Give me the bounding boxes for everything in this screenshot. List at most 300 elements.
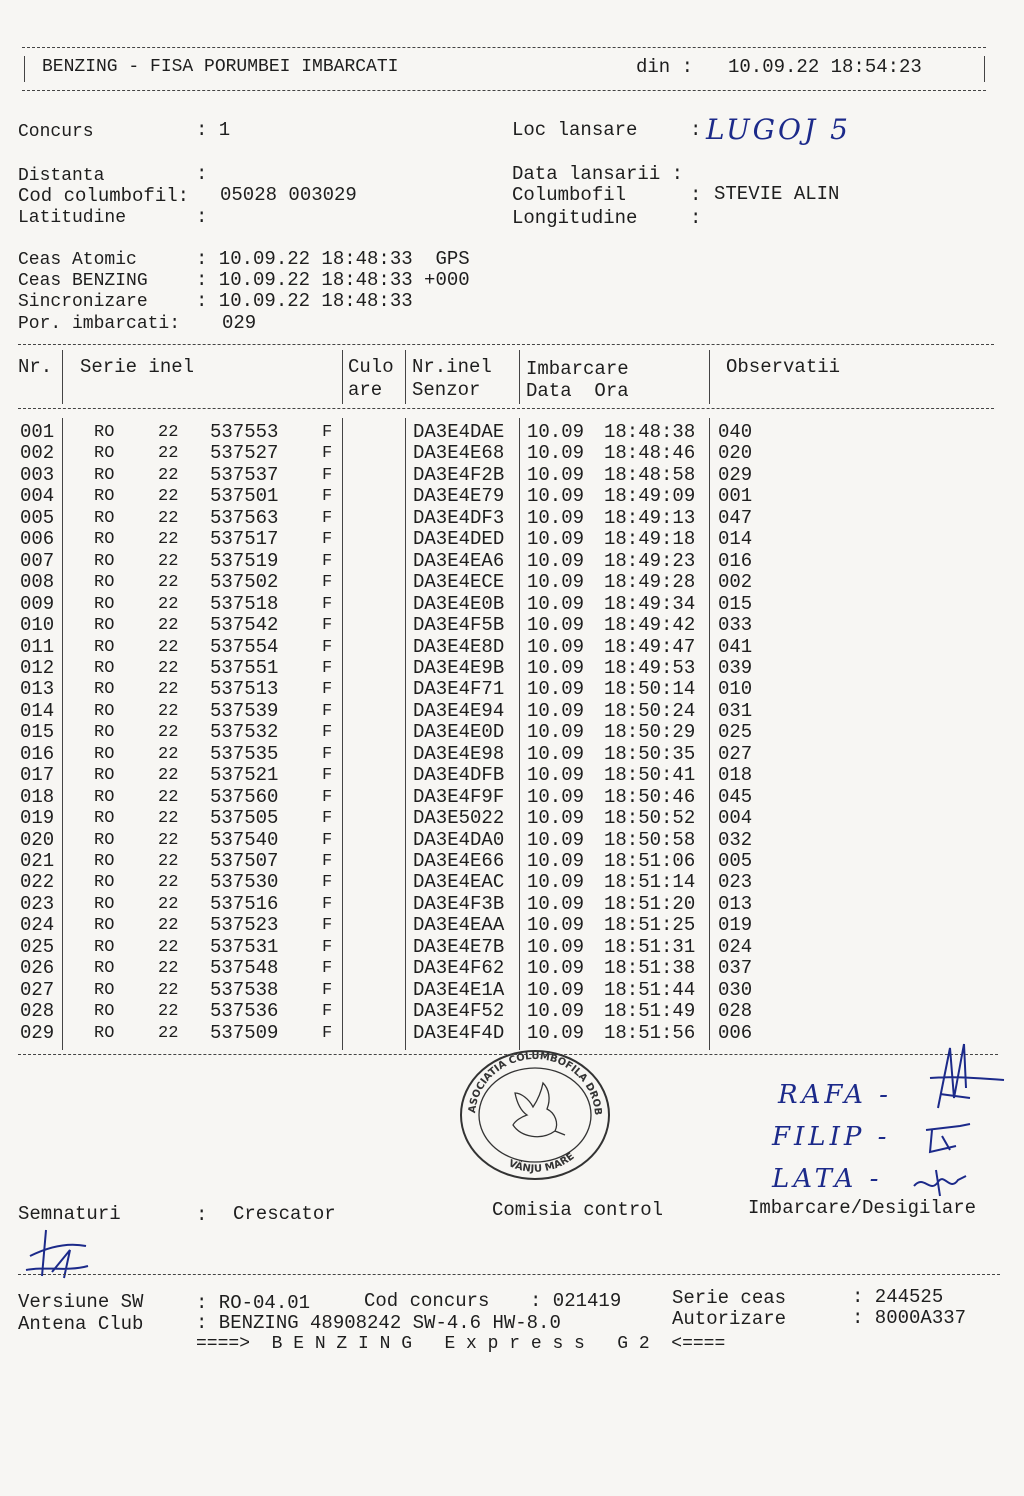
cell-ora: 18:51:14: [604, 871, 696, 894]
cell-an: 22: [158, 916, 179, 936]
cell-nr: 028: [20, 1000, 55, 1023]
cell-data: 10.09: [527, 935, 585, 958]
cell-ora: 18:49:09: [604, 485, 696, 508]
loc-lansare-handwritten: LUGOJ 5: [706, 113, 851, 146]
cell-obs: 030: [718, 978, 753, 1001]
cell-an: 22: [158, 959, 179, 979]
cell-tara: RO: [94, 637, 115, 657]
table-top-rule: [18, 344, 994, 345]
cell-nr: 008: [20, 571, 55, 594]
col-serie-header: Serie inel: [80, 356, 195, 378]
cell-data: 10.09: [527, 871, 585, 894]
cell-sex: F: [322, 594, 333, 614]
cell-nr: 005: [20, 506, 55, 529]
cell-data: 10.09: [527, 978, 585, 1001]
cell-an: 22: [158, 423, 179, 442]
cell-sex: F: [322, 937, 333, 957]
columbofil-value: STEVIE ALIN: [714, 183, 840, 205]
svg-text:ASOCIATIA COLUMBOFILA DROBETA-: [455, 1045, 603, 1116]
cell-an: 22: [158, 487, 179, 507]
cell-data: 10.09: [527, 721, 585, 744]
cell-tara: RO: [94, 594, 115, 614]
cell-ora: 18:49:47: [604, 635, 696, 658]
cell-tara: RO: [94, 873, 115, 893]
versiune-label: Versiune SW: [18, 1291, 144, 1313]
cell-nr: 024: [20, 914, 55, 937]
cell-tara: RO: [94, 616, 115, 636]
cell-senzor: DA3E5022: [413, 807, 505, 830]
cell-nr: 017: [20, 764, 55, 787]
semnaturi-sep: :: [196, 1204, 208, 1226]
table-row: [0, 615, 760, 637]
sincronizare-value: : 10.09.22 18:48:33: [196, 290, 413, 312]
loc-lansare-sep: :: [690, 119, 702, 141]
cell-obs: 001: [718, 485, 753, 508]
cell-data: 10.09: [527, 957, 585, 980]
cell-ora: 18:48:38: [604, 421, 696, 443]
cell-data: 10.09: [527, 764, 585, 787]
cell-tara: RO: [94, 701, 115, 721]
cell-sex: F: [322, 809, 333, 829]
cell-obs: 002: [718, 571, 753, 594]
cell-obs: 027: [718, 742, 753, 765]
cell-nr: 026: [20, 957, 55, 980]
cell-an: 22: [158, 723, 179, 743]
cell-sex: F: [322, 959, 333, 979]
cell-senzor: DA3E4E7B: [413, 935, 505, 958]
col-divider: [62, 350, 63, 404]
cell-nr: 004: [20, 485, 55, 508]
latitudine-sep: :: [196, 206, 208, 228]
table-row: [0, 486, 760, 508]
cell-inel: 537560: [210, 785, 279, 808]
cell-inel: 537531: [210, 935, 279, 958]
cell-inel: 537551: [210, 656, 279, 679]
antena-value: : BENZING 48908242 SW-4.6 HW-8.0: [196, 1312, 561, 1334]
cell-data: 10.09: [527, 807, 585, 830]
cell-sex: F: [322, 487, 333, 507]
cell-senzor: DA3E4E1A: [413, 978, 505, 1001]
cell-tara: RO: [94, 809, 115, 829]
cell-senzor: DA3E4E68: [413, 442, 505, 465]
cell-ora: 18:51:20: [604, 892, 696, 915]
cell-data: 10.09: [527, 506, 585, 529]
cell-senzor: DA3E4E66: [413, 850, 505, 872]
cell-nr: 019: [20, 807, 55, 830]
cell-inel: 537535: [210, 742, 279, 765]
cell-obs: 016: [718, 549, 753, 572]
cell-obs: 004: [718, 807, 753, 830]
table-row: [0, 1001, 760, 1023]
cell-inel: 537542: [210, 614, 279, 637]
longitudine-label: Longitudine: [512, 207, 638, 229]
cell-inel: 537517: [210, 528, 279, 551]
cell-nr: 009: [20, 592, 55, 615]
cell-senzor: DA3E4E98: [413, 742, 505, 765]
cell-nr: 013: [20, 678, 55, 701]
cell-tara: RO: [94, 658, 115, 678]
header-bottom-rule: [22, 90, 986, 91]
cell-sex: F: [322, 766, 333, 786]
benzing-express-line: ====> B E N Z I N G E x p r e s s G 2 <====: [196, 1334, 726, 1354]
cell-nr: 014: [20, 699, 55, 722]
cell-sex: F: [322, 573, 333, 593]
cell-an: 22: [158, 830, 179, 850]
cell-tara: RO: [94, 1023, 115, 1043]
cell-an: 22: [158, 701, 179, 721]
cell-tara: RO: [94, 744, 115, 764]
cell-ora: 18:51:49: [604, 1000, 696, 1023]
cell-ora: 18:48:58: [604, 463, 696, 486]
cell-inel: 537521: [210, 764, 279, 787]
cell-an: 22: [158, 1002, 179, 1022]
cell-obs: 037: [718, 957, 753, 980]
table-row: [0, 894, 760, 916]
cell-senzor: DA3E4EA6: [413, 549, 505, 572]
cell-obs: 024: [718, 935, 753, 958]
cell-inel: 537505: [210, 807, 279, 830]
cell-obs: 010: [718, 678, 753, 701]
cell-sex: F: [322, 894, 333, 914]
table-row: [0, 937, 760, 959]
din-value: 10.09.22 18:54:23: [728, 56, 922, 78]
cell-ora: 18:49:53: [604, 656, 696, 679]
table-row: [0, 744, 760, 766]
ceas-atomic-value: : 10.09.22 18:48:33 GPS: [196, 248, 470, 270]
cell-senzor: DA3E4DAE: [413, 421, 505, 443]
imbarcare-desigilare-label: Imbarcare/Desigilare: [748, 1197, 977, 1219]
cell-senzor: DA3E4ECE: [413, 571, 505, 594]
cell-nr: 018: [20, 785, 55, 808]
cell-nr: 025: [20, 935, 55, 958]
table-row: [0, 872, 760, 894]
cell-data: 10.09: [527, 699, 585, 722]
signature-scribble: [910, 1038, 1010, 1118]
cell-ora: 18:51:06: [604, 850, 696, 872]
cell-ora: 18:48:46: [604, 442, 696, 465]
cell-sex: F: [322, 530, 333, 550]
cell-senzor: DA3E4EAA: [413, 914, 505, 937]
cell-obs: 047: [718, 506, 753, 529]
cell-nr: 002: [20, 442, 55, 465]
por-imbarcati-label: Por. imbarcati:: [18, 314, 181, 334]
table-row: [0, 980, 760, 1002]
cell-senzor: DA3E4E8D: [413, 635, 505, 658]
table-row: [0, 851, 760, 873]
cell-obs: 015: [718, 592, 753, 615]
cell-tara: RO: [94, 937, 115, 957]
cell-data: 10.09: [527, 549, 585, 572]
cell-ora: 18:51:56: [604, 1021, 696, 1044]
header-left-bar: [24, 56, 25, 82]
col-imbarcare-header-2: Data Ora: [526, 380, 629, 402]
cod-concurs-value: : 021419: [530, 1290, 622, 1312]
serie-ceas-label: Serie ceas: [672, 1287, 787, 1309]
cell-obs: 014: [718, 528, 753, 551]
table-row: [0, 808, 760, 830]
cell-data: 10.09: [527, 828, 585, 851]
table-row: [0, 465, 760, 487]
cell-obs: 033: [718, 614, 753, 637]
cell-sex: F: [322, 423, 333, 442]
cell-data: 10.09: [527, 914, 585, 937]
cell-an: 22: [158, 530, 179, 550]
cod-columbofil-label: Cod columbofil:: [18, 185, 190, 207]
cell-senzor: DA3E4F3B: [413, 892, 505, 915]
cell-nr: 010: [20, 614, 55, 637]
cell-obs: 019: [718, 914, 753, 937]
table-row: [0, 529, 760, 551]
cell-sex: F: [322, 551, 333, 571]
col-divider: [405, 350, 406, 404]
cell-senzor: DA3E4EAC: [413, 871, 505, 894]
cell-tara: RO: [94, 852, 115, 871]
cell-ora: 18:50:58: [604, 828, 696, 851]
cell-inel: 537509: [210, 1021, 279, 1044]
cell-nr: 020: [20, 828, 55, 851]
cell-inel: 537532: [210, 721, 279, 744]
cell-nr: 021: [20, 850, 55, 872]
table-row: [0, 637, 760, 659]
cell-inel: 537501: [210, 485, 279, 508]
cell-data: 10.09: [527, 635, 585, 658]
cell-obs: 005: [718, 850, 753, 872]
cell-senzor: DA3E4F5B: [413, 614, 505, 637]
cell-an: 22: [158, 508, 179, 528]
cell-an: 22: [158, 658, 179, 678]
cell-sex: F: [322, 637, 333, 657]
cell-ora: 18:50:41: [604, 764, 696, 787]
cell-inel: 537537: [210, 463, 279, 486]
cell-tara: RO: [94, 830, 115, 850]
cell-obs: 018: [718, 764, 753, 787]
ceas-atomic-label: Ceas Atomic: [18, 250, 137, 270]
cell-obs: 029: [718, 463, 753, 486]
col-divider: [709, 350, 710, 404]
cell-senzor: DA3E4F9F: [413, 785, 505, 808]
col-culoare-header-1: Culo: [348, 356, 394, 378]
cod-concurs-label: Cod concurs: [364, 1290, 490, 1312]
cell-tara: RO: [94, 787, 115, 807]
cell-an: 22: [158, 980, 179, 1000]
concurs-label: Concurs: [18, 122, 94, 142]
cell-data: 10.09: [527, 592, 585, 615]
signature-scribble: [920, 1116, 980, 1156]
cell-senzor: DA3E4E0D: [413, 721, 505, 744]
cell-senzor: DA3E4DF3: [413, 506, 505, 529]
signature-scribble: [910, 1166, 970, 1200]
cell-ora: 18:50:52: [604, 807, 696, 830]
svg-text:VÂNJU MARE: [507, 1151, 577, 1175]
cell-sex: F: [322, 658, 333, 678]
cell-ora: 18:51:31: [604, 935, 696, 958]
cell-sex: F: [322, 701, 333, 721]
table-row: [0, 551, 760, 573]
cell-tara: RO: [94, 959, 115, 979]
cell-nr: 027: [20, 978, 55, 1001]
stamp-bottom-text: VÂNJU MARE: [506, 1151, 577, 1175]
cell-obs: 039: [718, 656, 753, 679]
autorizare-label: Autorizare: [672, 1308, 787, 1330]
cell-sex: F: [322, 980, 333, 1000]
footer-rule: [18, 1274, 1000, 1275]
cell-sex: F: [322, 616, 333, 636]
col-divider: [519, 350, 520, 404]
longitudine-sep: :: [690, 207, 702, 229]
cell-an: 22: [158, 680, 179, 700]
semnaturi-label: Semnaturi: [18, 1203, 121, 1225]
cell-sex: F: [322, 916, 333, 936]
cell-an: 22: [158, 616, 179, 636]
cell-ora: 18:51:38: [604, 957, 696, 980]
cell-obs: 013: [718, 892, 753, 915]
cell-nr: 012: [20, 656, 55, 679]
table-row: [0, 915, 760, 937]
table-row: [0, 1023, 760, 1045]
table-row: [0, 787, 760, 809]
cell-data: 10.09: [527, 528, 585, 551]
cell-obs: 028: [718, 1000, 753, 1023]
cell-nr: 006: [20, 528, 55, 551]
cell-ora: 18:50:35: [604, 742, 696, 765]
cell-tara: RO: [94, 444, 115, 464]
table-header-rule: [18, 408, 994, 409]
versiune-value: : RO-04.01: [196, 1292, 311, 1314]
cell-tara: RO: [94, 980, 115, 1000]
cell-ora: 18:50:14: [604, 678, 696, 701]
crescator-label: Crescator: [233, 1203, 336, 1225]
cell-data: 10.09: [527, 421, 585, 443]
cell-nr: 015: [20, 721, 55, 744]
cell-an: 22: [158, 594, 179, 614]
cell-tara: RO: [94, 465, 115, 485]
cell-inel: 537553: [210, 421, 279, 443]
cell-tara: RO: [94, 573, 115, 593]
table-row: [0, 958, 760, 980]
table-row: [0, 443, 760, 465]
col-imbarcare-header-1: Imbarcare: [526, 358, 629, 380]
cell-sex: F: [322, 830, 333, 850]
cell-an: 22: [158, 937, 179, 957]
cell-obs: 025: [718, 721, 753, 744]
ceas-benzing-label: Ceas BENZING: [18, 271, 148, 291]
cell-an: 22: [158, 1023, 179, 1043]
association-stamp: [455, 1045, 615, 1185]
cell-an: 22: [158, 573, 179, 593]
cell-ora: 18:49:13: [604, 506, 696, 529]
col-inel-header-2: Senzor: [412, 379, 481, 401]
cell-senzor: DA3E4F52: [413, 1000, 505, 1023]
col-observatii-header: Observatii: [726, 356, 841, 378]
cell-ora: 18:51:44: [604, 978, 696, 1001]
cell-inel: 537540: [210, 828, 279, 851]
table-row: [0, 830, 760, 852]
ceas-benzing-value: : 10.09.22 18:48:33 +000: [196, 269, 470, 291]
cell-data: 10.09: [527, 850, 585, 872]
cell-an: 22: [158, 787, 179, 807]
cell-data: 10.09: [527, 571, 585, 594]
dove-icon: [513, 1083, 565, 1137]
cell-data: 10.09: [527, 742, 585, 765]
columbofil-sep: :: [690, 184, 702, 206]
cell-tara: RO: [94, 680, 115, 700]
data-lansarii-label: Data lansarii :: [512, 163, 684, 185]
cell-obs: 032: [718, 828, 753, 851]
col-divider: [342, 350, 343, 404]
cell-sex: F: [322, 1002, 333, 1022]
cell-an: 22: [158, 809, 179, 829]
table-row: [0, 679, 760, 701]
cell-senzor: DA3E4E0B: [413, 592, 505, 615]
cell-an: 22: [158, 551, 179, 571]
cell-nr: 001: [20, 421, 55, 443]
header-right-bar: [984, 56, 985, 82]
cell-ora: 18:50:29: [604, 721, 696, 744]
cell-inel: 537538: [210, 978, 279, 1001]
cell-data: 10.09: [527, 442, 585, 465]
cell-senzor: DA3E4F62: [413, 957, 505, 980]
cell-sex: F: [322, 744, 333, 764]
cell-inel: 537527: [210, 442, 279, 465]
header-top-rule: [22, 47, 986, 48]
handwritten-name-filip: FILIP -: [772, 1122, 891, 1152]
col-nr-header: Nr.: [18, 356, 53, 378]
cell-sex: F: [322, 508, 333, 528]
cell-senzor: DA3E4E79: [413, 485, 505, 508]
cell-an: 22: [158, 444, 179, 464]
distanta-label: Distanta: [18, 166, 105, 186]
cell-obs: 041: [718, 635, 753, 658]
cell-ora: 18:49:23: [604, 549, 696, 572]
cell-nr: 003: [20, 463, 55, 486]
doc-title: BENZING - FISA PORUMBEI IMBARCATI: [42, 57, 399, 77]
cell-inel: 537563: [210, 506, 279, 529]
cell-senzor: DA3E4DED: [413, 528, 505, 551]
cell-sex: F: [322, 873, 333, 893]
cell-obs: 040: [718, 421, 753, 443]
cell-ora: 18:49:28: [604, 571, 696, 594]
cell-sex: F: [322, 723, 333, 743]
cell-ora: 18:49:18: [604, 528, 696, 551]
cell-sex: F: [322, 852, 333, 871]
cell-data: 10.09: [527, 614, 585, 637]
cell-senzor: DA3E4DA0: [413, 828, 505, 851]
cell-inel: 537518: [210, 592, 279, 615]
cell-an: 22: [158, 465, 179, 485]
cell-tara: RO: [94, 766, 115, 786]
cell-nr: 011: [20, 635, 55, 658]
cell-sex: F: [322, 1023, 333, 1043]
sincronizare-label: Sincronizare: [18, 292, 148, 312]
cell-nr: 016: [20, 742, 55, 765]
cell-senzor: DA3E4F71: [413, 678, 505, 701]
cell-inel: 537519: [210, 549, 279, 572]
cell-data: 10.09: [527, 485, 585, 508]
cell-data: 10.09: [527, 1021, 585, 1044]
col-inel-header-1: Nr.inel: [412, 356, 492, 378]
cell-tara: RO: [94, 894, 115, 914]
handwritten-name-rafa: RAFA -: [778, 1080, 892, 1110]
cell-obs: 045: [718, 785, 753, 808]
cell-inel: 537516: [210, 892, 279, 915]
cell-nr: 023: [20, 892, 55, 915]
cell-senzor: DA3E4E94: [413, 699, 505, 722]
loc-lansare-label: Loc lansare: [512, 119, 638, 141]
distanta-sep: :: [196, 163, 208, 185]
comisia-label: Comisia control: [492, 1199, 664, 1221]
cell-tara: RO: [94, 916, 115, 936]
cell-inel: 537507: [210, 850, 279, 872]
